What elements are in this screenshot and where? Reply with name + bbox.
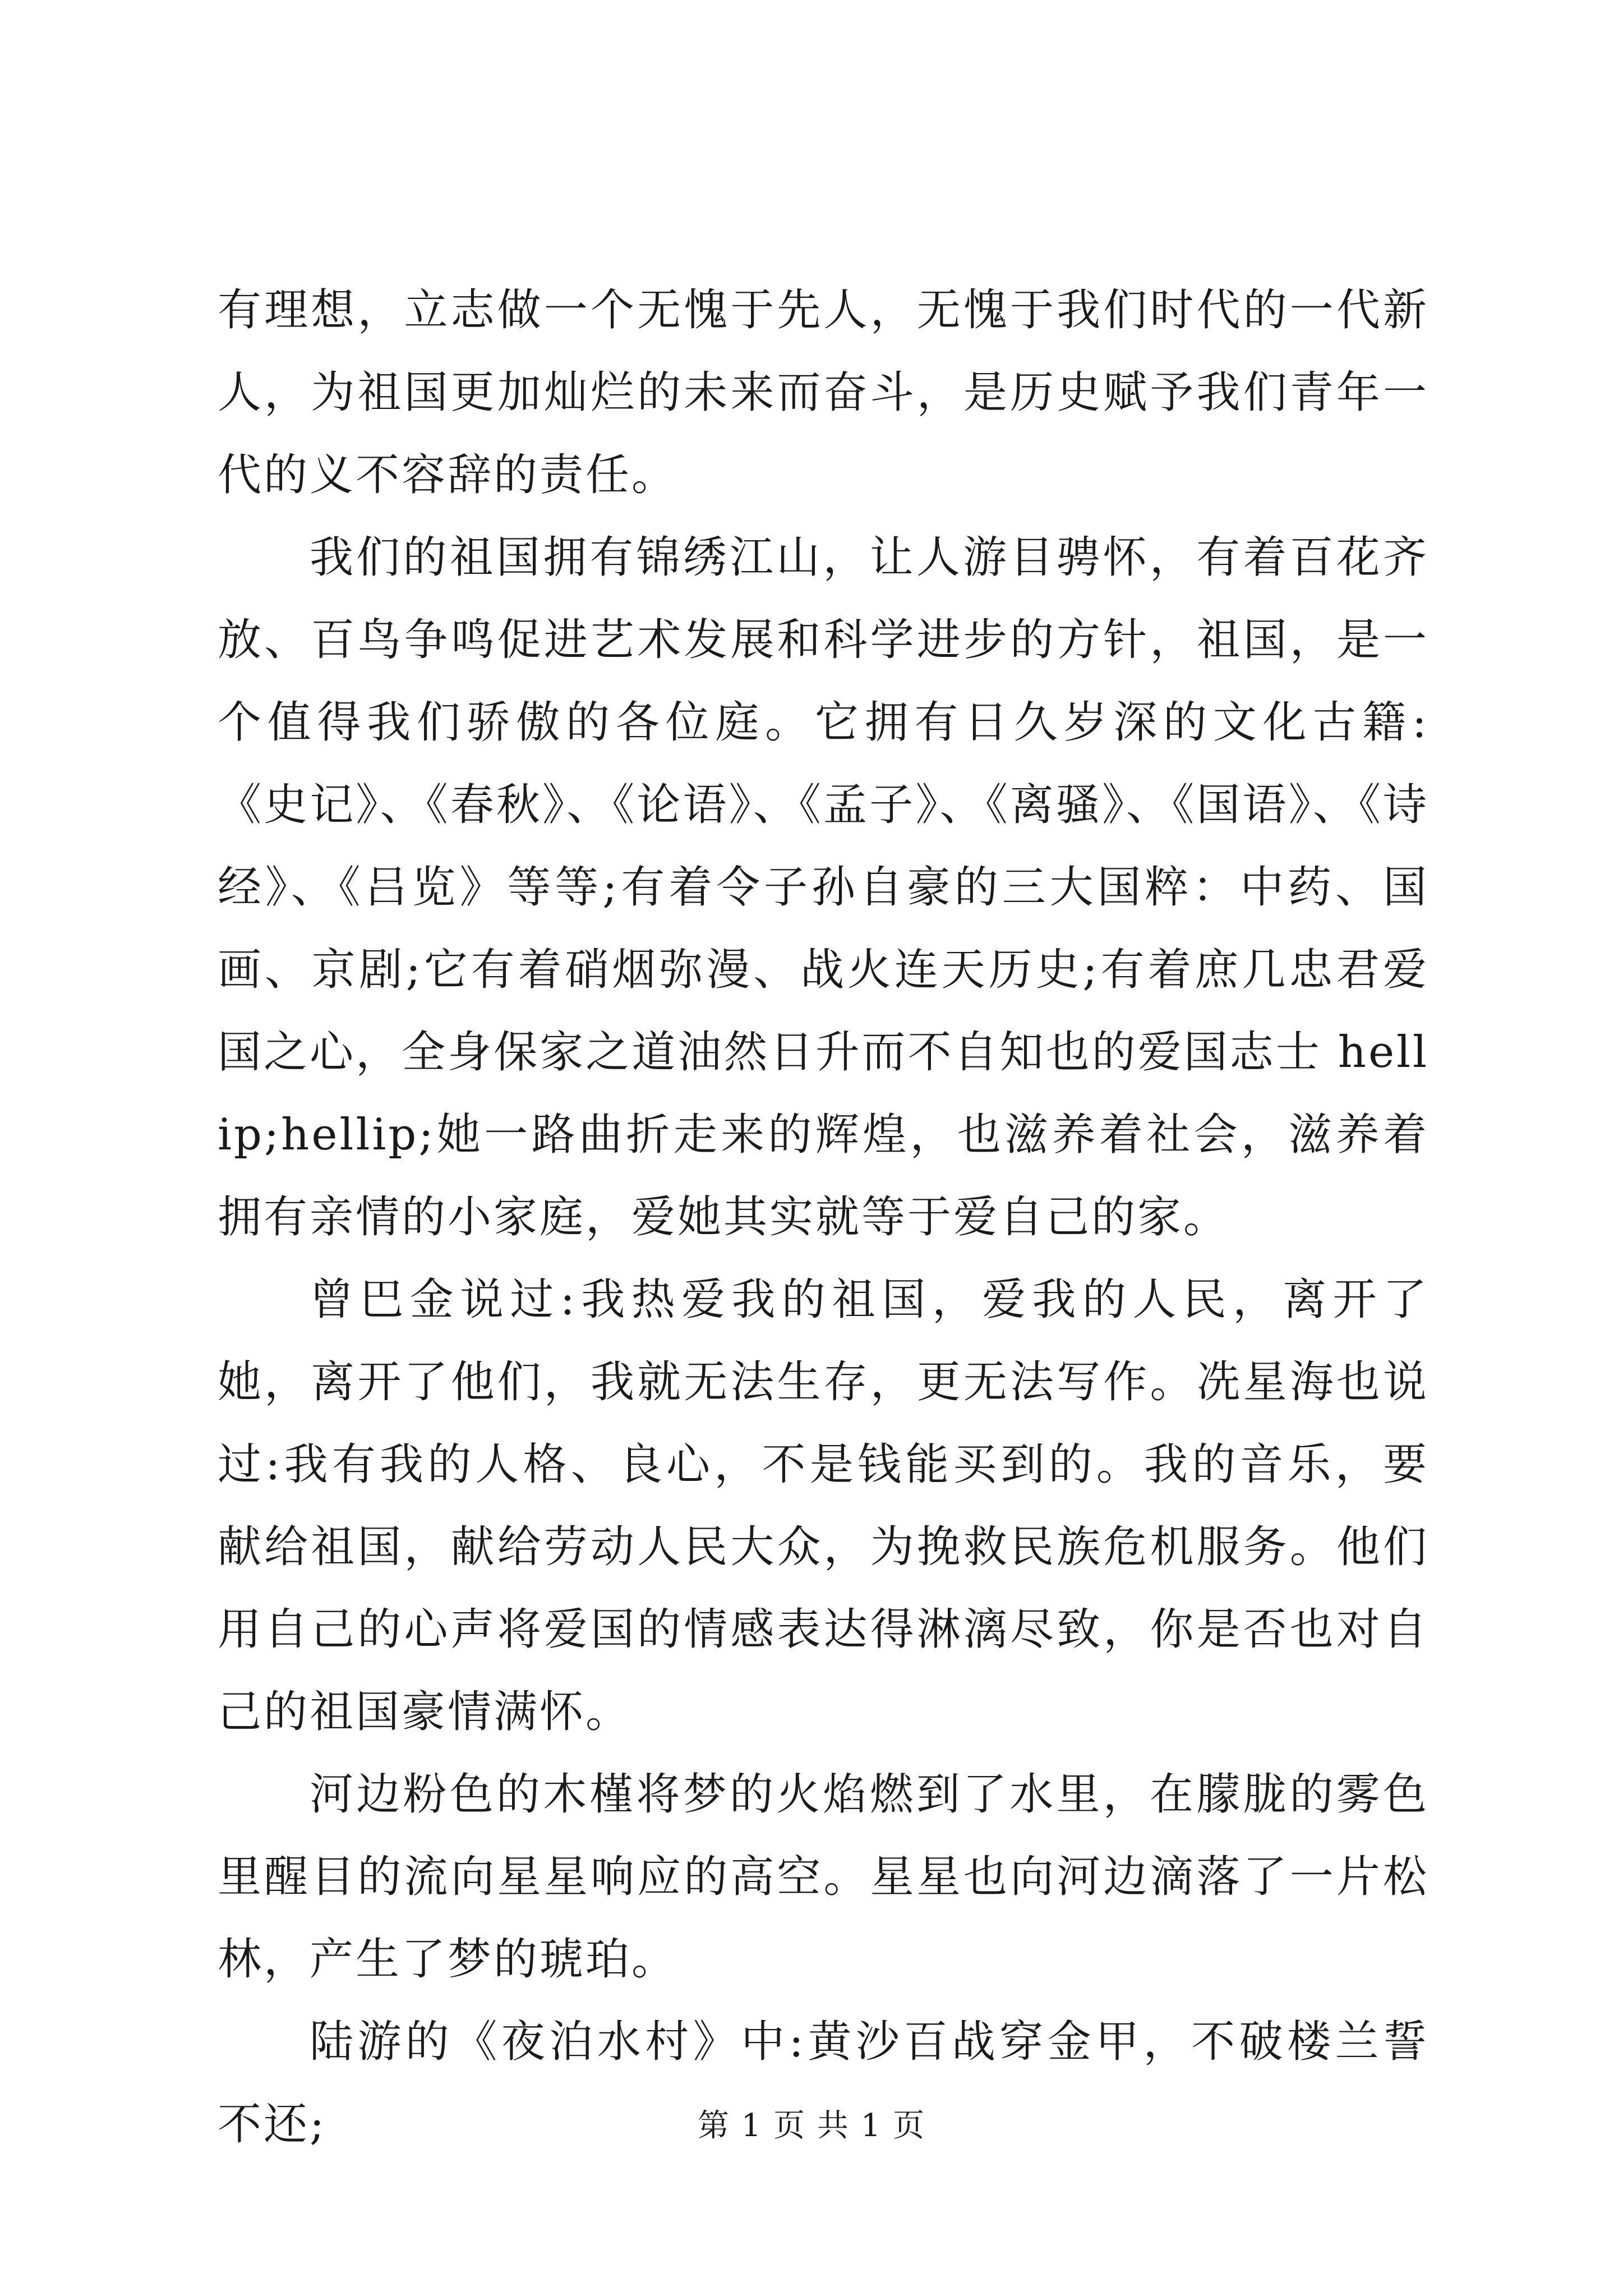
page-footer: 第 1 页 共 1 页 bbox=[697, 2108, 926, 2144]
paragraph-1: 有理想，立志做一个无愧于先人，无愧于我们时代的一代新人，为祖国更加灿烂的未来而奋斗，是历史赋予我们青年一代的义不容辞的责任。 bbox=[218, 285, 1429, 500]
paragraph-4: 河边粉色的木槿将梦的火焰燃到了水里，在朦胧的雾色里醒目的流向星星响应的高空。星星也向河边滴落了一片松林，产生了梦的琥珀。 bbox=[218, 1769, 1429, 1985]
body-text bbox=[218, 269, 1429, 2166]
paragraph-5: 陆游的《夜泊水村》中:黄沙百战穿金甲，不破楼兰誓不还; bbox=[218, 2017, 1429, 2150]
paragraph-2: 我们的祖国拥有锦绣江山，让人游目骋怀，有着百花齐放、百鸟争鸣促进艺术发展和科学进步的方针，祖国，是一个值得我们骄傲的各位庭。它拥有日久岁深的文化古籍:《史记》、《春秋》、《论语》、《孟子》、《离骚》、《国语》、《诗经》、《吕览》等等;有着令子孙自豪的三大国粹：中药、国画、京剧;它有着硝烟弥漫、战火连天历史;有着庶几忠君爱国之心，全身保家之道油然日升而不自知也的爱国志士 hellip;hellip;她一路曲折走来的辉煌，也滋养着社会，滋养着拥有亲情的小家庭，爱她其实就等于爱自己的家。 bbox=[218, 532, 1429, 1243]
paragraph-3: 曾巴金说过:我热爱我的祖国，爱我的人民，离开了她，离开了他们，我就无法生存，更无法写作。冼星海也说过:我有我的人格、良心，不是钱能买到的。我的音乐，要献给祖国，献给劳动人民大众，为挽救民族危机服务。他们用自己的心声将爱国的情感表达得淋漓尽致，你是否也对自己的祖国豪情满怀。 bbox=[218, 1274, 1429, 1737]
